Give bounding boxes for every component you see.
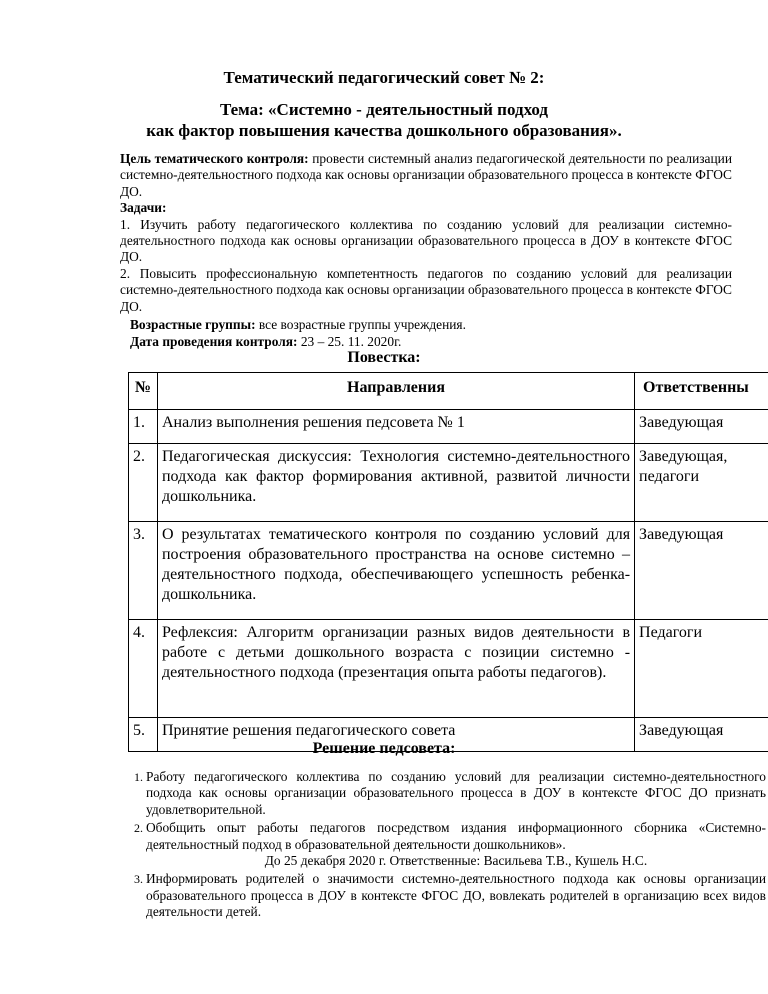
header-direction: Направления bbox=[157, 373, 634, 410]
age-groups bbox=[130, 317, 466, 333]
table-row bbox=[129, 522, 768, 620]
table-row bbox=[129, 620, 768, 718]
row-responsible: Заведующая bbox=[635, 522, 768, 620]
control-date-value: 23 – 25. 11. 2020г. bbox=[297, 334, 402, 349]
agenda-table bbox=[128, 372, 768, 752]
agenda-header-row bbox=[129, 373, 768, 410]
goal-paragraph bbox=[120, 151, 732, 200]
row-direction: Анализ выполнения решения педсовета № 1 bbox=[157, 410, 634, 444]
theme-line-2: как фактор повышения качества дошкольного образования». bbox=[146, 121, 622, 140]
row-direction: Принятие решения педагогического совета bbox=[157, 718, 634, 752]
row-num: 5. bbox=[129, 718, 158, 752]
table-row bbox=[129, 444, 768, 522]
row-num: 2. bbox=[129, 444, 158, 522]
goal-section bbox=[120, 151, 732, 315]
theme-line-1: Тема: «Системно - деятельностный подход bbox=[219, 100, 549, 119]
control-date bbox=[130, 334, 401, 350]
age-groups-label: Возрастные группы: bbox=[130, 317, 256, 332]
decision-deadline: До 25 декабря 2020 г. Ответственные: Васильева Т.В., Кушель Н.С. bbox=[264, 853, 648, 869]
row-responsible: Заведующая bbox=[635, 410, 768, 444]
row-direction: Рефлексия: Алгоритм организации разных видов деятельности в работе с детьми дошкольного возраста с позиции системно - деятельностного подхода (презентация опыта работы педагогов). bbox=[157, 620, 634, 718]
goal-label: Цель тематического контроля: bbox=[120, 151, 309, 166]
decision-list bbox=[118, 769, 766, 923]
decision-item: 3. Информировать родителей о значимости системно-деятельностного подхода как основы организации образовательного процесса в ДОУ в контексте ФГОС ДО, вовлекать родителей в организацию всех видов деятельности детей. bbox=[146, 871, 766, 920]
row-responsible: Заведующая bbox=[635, 718, 768, 752]
row-direction: Педагогическая дискуссия: Технология системно-деятельностного подхода как фактор формирования активной, развитой личности дошкольника. bbox=[157, 444, 634, 522]
row-responsible: Заведующая, педагоги bbox=[635, 444, 768, 522]
decision-title: Решение педсовета: bbox=[312, 740, 456, 757]
agenda-title: Повестка: bbox=[347, 349, 421, 366]
row-direction: О результатах тематического контроля по созданию условий для построения образовательного пространства на основе системно – деятельностного подхода, обеспечивающего успешность ребенка-дошкольника. bbox=[157, 522, 634, 620]
task-2: 2. Повысить профессиональную компетентность педагогов по созданию условий для реализации системно-деятельностного подхода как основы организации образовательного процесса в контексте ФГОС ДО. bbox=[120, 265, 732, 314]
tasks-label: Задачи: bbox=[120, 200, 167, 216]
decision-item-text: Обобщить опыт работы педагогов посредством издания информационного сборника «Системно-деятельностный подход в образовательной деятельности дошкольников». bbox=[146, 820, 766, 852]
row-num: 1. bbox=[129, 410, 158, 444]
row-num: 3. bbox=[129, 522, 158, 620]
decision-item: 1. Работу педагогического коллектива по созданию условий для реализации системно-деятельностного подхода как основы организации образовательного процесса в ДОУ в контексте ФГОС ДО признать удовлетворительной. bbox=[146, 769, 766, 818]
row-num: 4. bbox=[129, 620, 158, 718]
decision-item bbox=[146, 820, 766, 869]
document-title: Тематический педагогический совет № 2: bbox=[223, 68, 545, 87]
document-theme bbox=[0, 99, 768, 141]
header-responsible: Ответственны bbox=[635, 373, 768, 410]
control-date-label: Дата проведения контроля: bbox=[130, 334, 298, 349]
row-responsible: Педагоги bbox=[635, 620, 768, 718]
goal-text: провести системный анализ педагогической деятельности по реализации системно-деятельностного подхода как основы организации образовательного процесса в контексте ФГОС ДО. bbox=[120, 151, 732, 199]
table-row bbox=[129, 410, 768, 444]
header-num: № bbox=[129, 373, 158, 410]
task-1: 1. Изучить работу педагогического коллектива по созданию условий для реализации системно-деятельностного подхода как основы организации образовательного процесса в ДОУ в контексте ФГОС ДО. bbox=[120, 216, 732, 265]
age-groups-value: все возрастные группы учреждения. bbox=[255, 317, 466, 332]
